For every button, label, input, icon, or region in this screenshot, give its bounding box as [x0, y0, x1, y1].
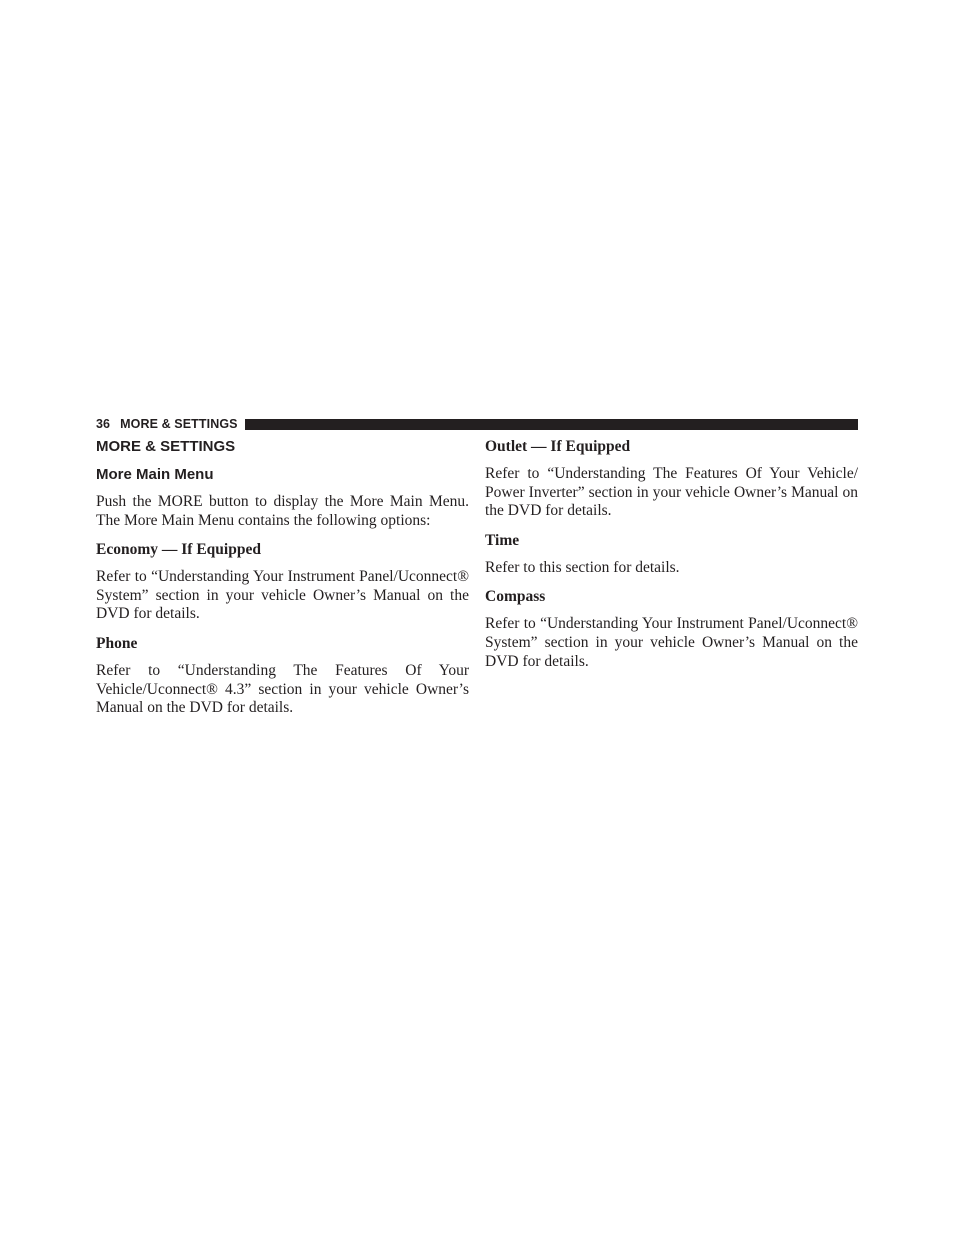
- item-title-compass: Compass: [485, 588, 546, 606]
- item-body-phone: Refer to “Understanding The Features Of Your Vehicle/Uconnect® 4.3” section in your vehicle Owner’s Manual on the DVD for details.: [96, 661, 469, 717]
- right-column: [485, 436, 858, 671]
- intro-paragraph: Push the MORE button to display the More Main Menu. The More Main Menu contains the following options:: [96, 493, 469, 529]
- item-body-compass: Refer to “Understanding Your Instrument Panel/Uconnect® System” section in your vehicle Owner’s Manual on the DVD for details.: [485, 615, 858, 670]
- item-title-time: Time: [485, 531, 520, 549]
- page-number: 36: [96, 417, 111, 431]
- page-header: [96, 417, 858, 431]
- section-title: MORE & SETTINGS: [96, 438, 236, 455]
- subsection-title: More Main Menu: [96, 466, 214, 483]
- running-title: MORE & SETTINGS: [120, 417, 238, 431]
- left-column: [96, 436, 469, 718]
- item-body-time: Refer to this section for details.: [485, 558, 680, 576]
- item-body-outlet: Refer to “Understanding The Features Of Your Vehicle/ Power Inverter” section in your vehicle Owner’s Manual on the DVD for details.: [485, 465, 858, 520]
- item-title-economy: Economy — If Equipped: [96, 541, 261, 559]
- item-title-outlet: Outlet — If Equipped: [485, 438, 631, 455]
- header-rule: [245, 419, 858, 430]
- item-title-phone: Phone: [96, 634, 138, 652]
- item-body-economy: Refer to “Understanding Your Instrument Panel/Uconnect® System” section in your vehicle Owner’s Manual on the DVD for details.: [96, 568, 469, 623]
